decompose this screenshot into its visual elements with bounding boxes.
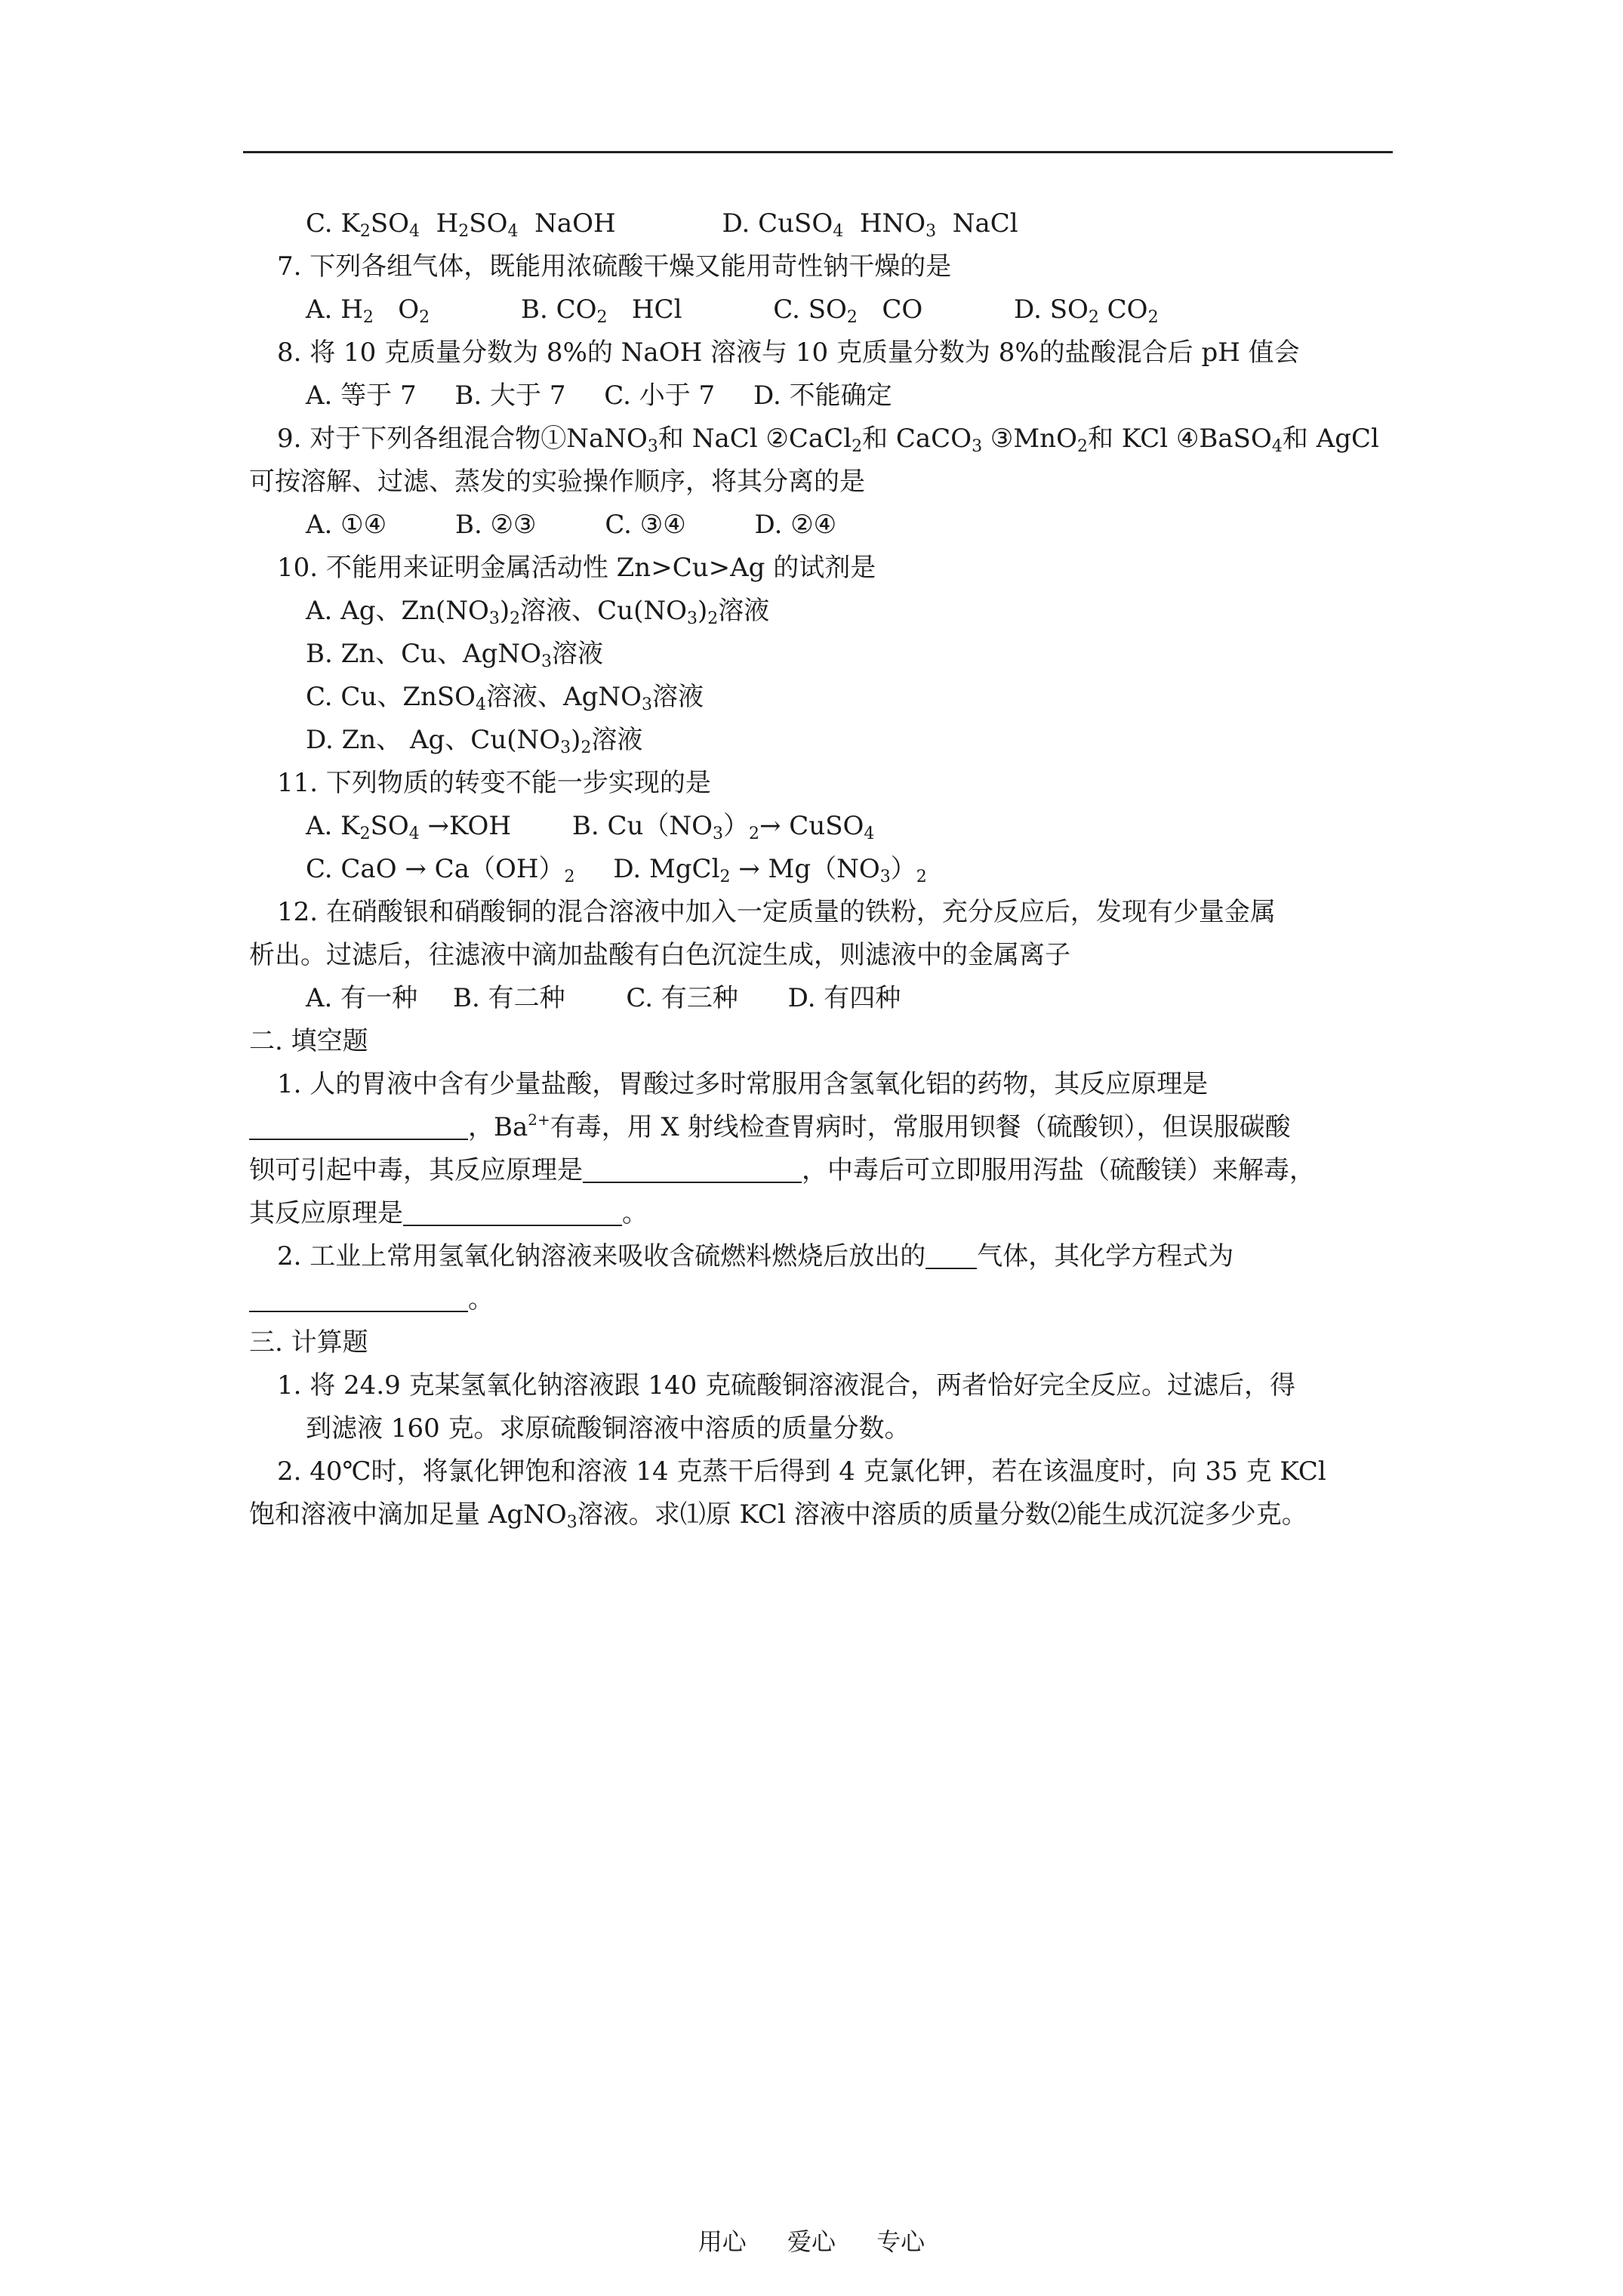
q12-stem-continued: 析出。过滤后，往滤液中滴加盐酸有白色沉淀生成，则滤液中的金属离子 <box>249 940 1070 970</box>
q9-option-a: A. ①④ <box>306 510 387 540</box>
q8-option-c: C. 小于 7 <box>604 381 716 411</box>
q8-stem: 8. 将 10 克质量分数为 8%的 NaOH 溶液与 10 克质量分数为 8%的盐酸混合后 pH 值会 <box>277 337 1300 368</box>
calc1-line1: 1. 将 24.9 克某氢氧化钠溶液跟 140 克硫酸铜溶液混合，两者恰好完全反应。过滤后，得 <box>277 1370 1296 1401</box>
fill2-line1: 2. 工业上常用氢氧化钠溶液来吸收含硫燃料燃烧后放出的 气体，其化学方程式为 <box>277 1241 1234 1271</box>
q11-options-row1 <box>249 805 1404 848</box>
answer-blank[interactable] <box>925 1242 977 1269</box>
fill1-line3: 钡可引起中毒，其反应原理是 ，中毒后可立即服用泻盐（硫酸镁）来解毒， <box>249 1155 1315 1185</box>
q8-options <box>249 374 1404 418</box>
q12-option-a: A. 有一种 <box>306 983 418 1013</box>
q7-option-d: D. $SO_2$ $CO_2$ <box>1014 294 1159 327</box>
section3-title: 三. 计算题 <box>249 1327 368 1358</box>
fill1-line1: 1. 人的胃液中含有少量盐酸，胃酸过多时常服用含氢氧化铝的药物，其反应原理是 <box>277 1069 1209 1099</box>
q6-option-c: C. $K_2SO_4$ $H_2SO_4$ NaOH <box>306 208 616 241</box>
header-rule <box>243 151 1393 153</box>
q7-options <box>249 288 1404 331</box>
q10-option-a: A. Ag、$Zn(NO_3)_2$溶液、$Cu(NO_3)_2$溶液 <box>306 596 770 628</box>
q12-stem: 12. 在硝酸银和硝酸铜的混合溶液中加入一定质量的铁粉，充分反应后，发现有少量金属 <box>277 897 1276 927</box>
q9-option-d: D. ②④ <box>754 510 837 540</box>
fill2-line2: 。 <box>249 1278 1404 1321</box>
calc1-line2: 到滤液 160 克。求原硫酸铜溶液中溶质的质量分数。 <box>306 1413 910 1444</box>
footer-word: 爱心 <box>787 2227 836 2256</box>
fill1-line2: ，$Ba^{2+}$有毒，用 X 射线检查胃病时，常服用钡餐（硫酸钡），但误服碳酸 <box>249 1106 1404 1149</box>
q9-stem: 9. 对于下列各组混合物①NaNO$_3$和 NaCl ②CaCl$_2$和 CaCO$_3$ ③MnO$_2$和 KCl ④BaSO$_4$和 AgCl <box>277 424 1379 456</box>
q9-options <box>249 504 1404 547</box>
q7-stem: 7. 下列各组气体，既能用浓硫酸干燥又能用苛性钠干燥的是 <box>277 251 952 282</box>
q12-option-c: C. 有三种 <box>626 983 738 1013</box>
q8-option-b: B. 大于 7 <box>454 381 566 411</box>
q6-options <box>249 202 1404 245</box>
q9-option-c: C. ③④ <box>605 510 686 540</box>
q10-stem: 10. 不能用来证明金属活动性 Zn>Cu>Ag 的试剂是 <box>277 553 876 583</box>
q12-option-b: B. 有二种 <box>452 983 565 1013</box>
q11-option-b: B. $Cu(NO_3)_2\to$ CuSO$_4$ <box>571 811 875 843</box>
q11-option-a: A. $K_2SO_4 \to KOH$ <box>306 811 512 843</box>
q11-stem: 11. 下列物质的转变不能一步实现的是 <box>277 768 711 798</box>
q7-option-b: B. $CO_2$ HCl <box>520 294 682 327</box>
section2-title: 二. 填空题 <box>249 1026 368 1056</box>
answer-blank[interactable] <box>403 1199 622 1226</box>
q12-option-d: D. 有四种 <box>787 983 901 1013</box>
page-footer <box>0 2223 1623 2257</box>
q11-options-row2 <box>249 848 1404 891</box>
answer-blank[interactable] <box>583 1156 802 1183</box>
footer-word: 用心 <box>698 2227 747 2256</box>
q9-stem-continued: 可按溶解、过滤、蒸发的实验操作顺序，将其分离的是 <box>249 467 865 497</box>
q6-option-d: D. CuSO$_4$ $HNO_3$ NaCl <box>722 208 1018 241</box>
q12-options <box>249 977 1404 1020</box>
calc2-line1: 2. 40℃时，将氯化钾饱和溶液 14 克蒸干后得到 4 克氯化钾，若在该温度时，向 35 克 KCl <box>277 1456 1326 1487</box>
fill1-line4: 其反应原理是 。 <box>249 1198 648 1228</box>
q10-option-d: D. Zn、 Ag、$Cu(NO_3)_2$溶液 <box>306 725 643 757</box>
q10-option-b: B. Zn、Cu、AgNO$_3$溶液 <box>306 639 603 671</box>
calc2-line2: 饱和溶液中滴加足量 AgNO$_3$溶液。求⑴原 KCl 溶液中溶质的质量分数⑵能生成沉淀多少克。 <box>249 1499 1307 1532</box>
q7-option-c: C. $SO_2$ CO <box>773 294 923 327</box>
q8-option-d: D. 不能确定 <box>753 381 892 411</box>
answer-blank[interactable] <box>249 1285 468 1312</box>
q7-option-a: A. $H_2$ $O_2$ <box>306 294 430 327</box>
document-body <box>249 202 1404 1536</box>
q8-option-a: A. 等于 7 <box>306 381 417 411</box>
q11-option-d: D. MgCl$_2$ → $Mg(NO_3)_2$ <box>613 854 927 886</box>
q9-option-b: B. ②③ <box>454 510 537 540</box>
q11-option-c: C. CaO → $Ca(OH)_2$ <box>306 854 575 886</box>
footer-word: 专心 <box>876 2227 925 2256</box>
q10-option-c: C. Cu、ZnSO$_4$溶液、AgNO$_3$溶液 <box>306 682 704 714</box>
answer-blank[interactable] <box>249 1113 468 1140</box>
